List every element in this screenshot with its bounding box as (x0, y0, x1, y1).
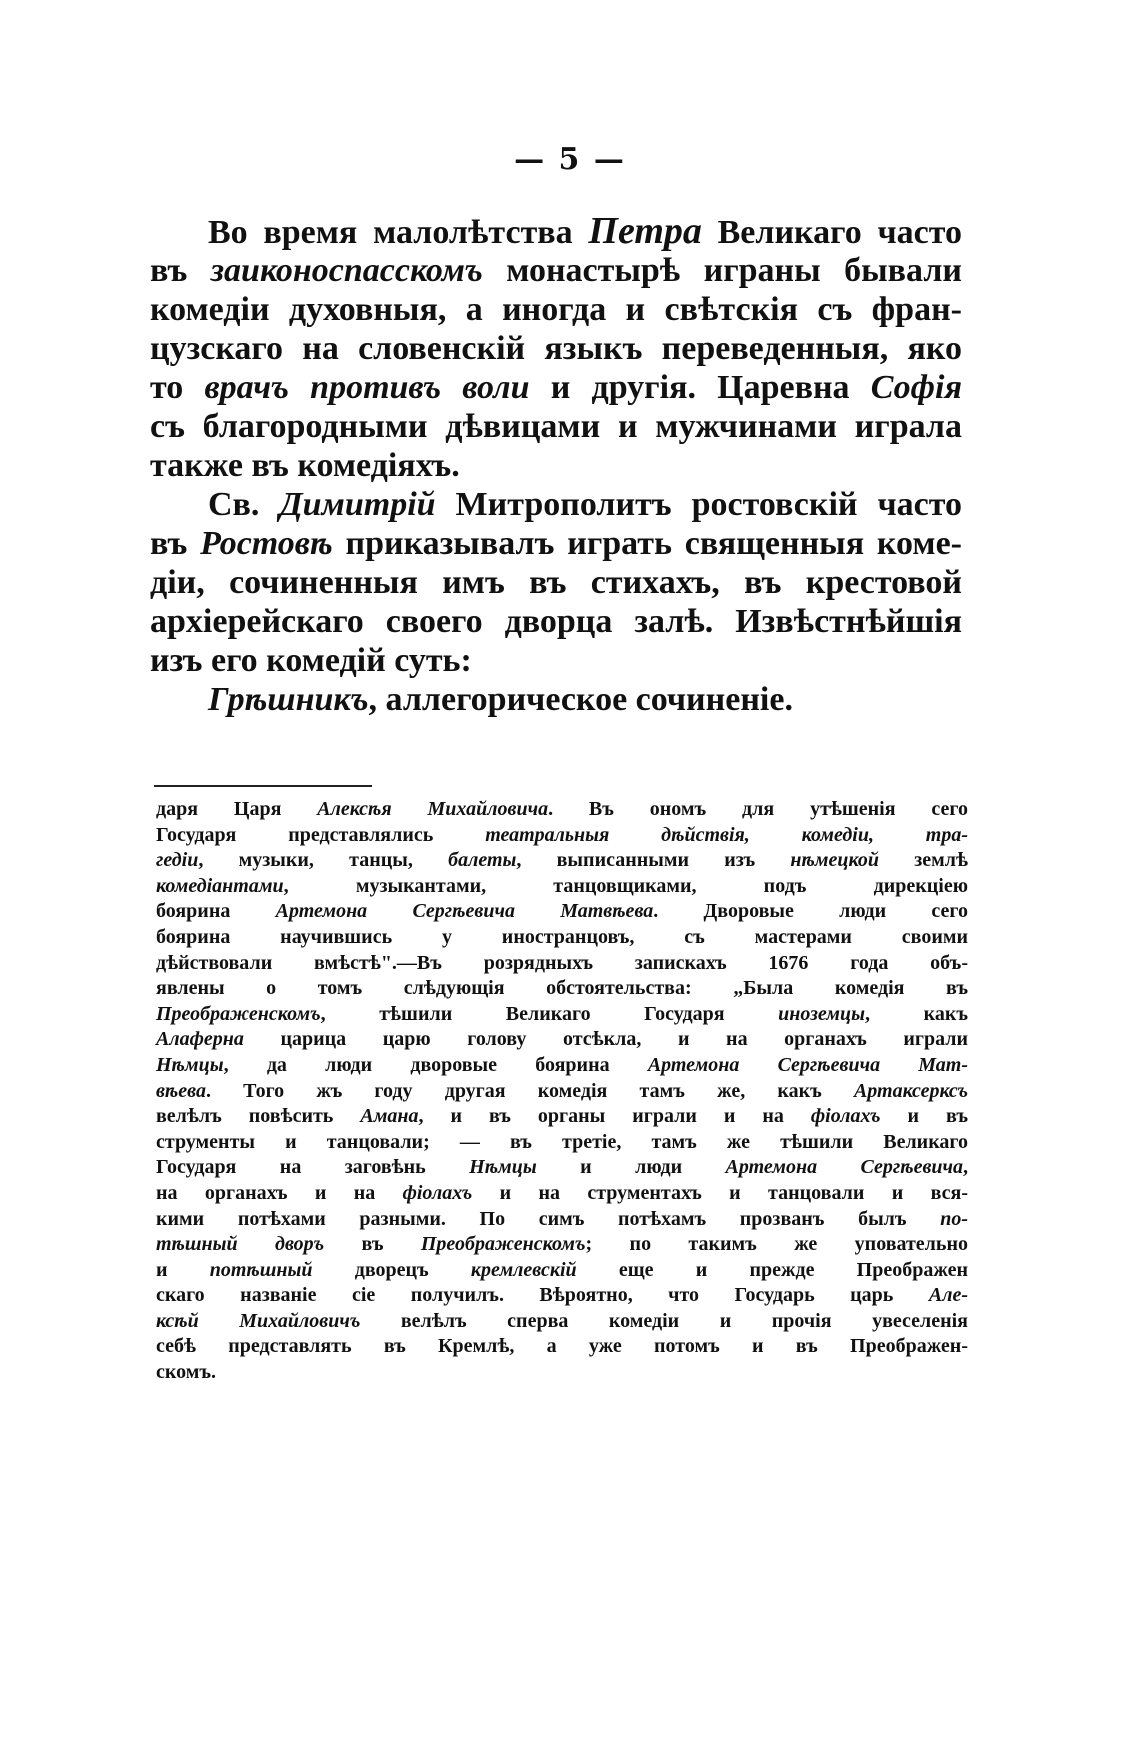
footnote-line: боярина научившись у иностранцовъ, съ мастерами своими (156, 925, 968, 948)
footnote-line: комедіантами, музыкантами, танцовщиками, подъ дирекціею (156, 874, 968, 897)
footnote-divider (154, 785, 372, 787)
footnote-line: Государя представлялись театральныя дѣйствія, комедіи, тра- (156, 823, 969, 846)
footnote-line: гедіи, музыки, танцы, балеты, выписанными изъ нѣмецкой землѣ (156, 849, 968, 872)
text-line: цузскаго на словенскій языкъ переведенныя, яко (150, 330, 962, 367)
footnote-line: и потѣшный дворецъ кремлевскій еще и прежде Преображен (156, 1258, 968, 1281)
footnote-line: Алаферна царица царю голову отсѣкла, и на органахъ играли (156, 1028, 968, 1051)
footnote-line: на органахъ и на фіолахъ и на струментахъ и танцовали и вся- (156, 1181, 968, 1204)
footnote-line: скомъ. (156, 1361, 217, 1384)
footnote-line: дѣйствовали вмѣстѣ".—Въ розрядныхъ запискахъ 1676 года объ- (156, 951, 968, 974)
text-line: діи, сочиненныя имъ въ стихахъ, въ крестовой (150, 564, 962, 601)
text-line: съ благородными дѣвицами и мужчинами играла (150, 408, 962, 445)
text-line: въ Ростовѣ приказывалъ играть священныя коме- (150, 525, 962, 562)
text-line: также въ комедіяхъ. (150, 447, 460, 484)
footnote-line: Государя на заговѣнь Нѣмцы и люди Артемона Сергѣевича, (156, 1156, 969, 1179)
footnote (156, 797, 968, 1386)
footnote-line: струменты и танцовали; — въ третіе, тамъ же тѣшили Великаго (156, 1130, 968, 1153)
footnote-line: даря Царя Алексѣя Михайловича. Въ ономъ для утѣшенія сего (156, 798, 968, 820)
text-line: Во время малолѣтства Петра Великаго часто (208, 210, 962, 252)
text-line: Грѣшникъ, аллегорическое сочиненіе. (208, 681, 793, 718)
footnote-line: Нѣмцы, да люди дворовые боярина Артемона Сергѣевича Мат- (156, 1053, 969, 1076)
page-number: — 5 — (514, 142, 626, 177)
main-text (150, 212, 962, 719)
paragraph-1 (150, 212, 962, 485)
footnote-line: явлены о томъ слѣдующія обстоятельства: „Была комедія въ (156, 977, 968, 1000)
paragraph-3 (150, 680, 962, 719)
footnote-line: вѣева. Того жъ году другая комедія тамъ же, какъ Артаксерксъ (156, 1079, 968, 1102)
text-line: Св. Димитрій Митрополитъ ростовскій часто (208, 486, 962, 523)
text-line: архіерейскаго своего дворца залѣ. Извѣстнѣйшія (150, 603, 962, 640)
footnote-line: ксѣй Михайловичъ велѣлъ сперва комедіи и прочія увеселенія (156, 1309, 968, 1332)
text-line: въ заиконоспасскомъ монастырѣ играны бывали (150, 252, 962, 289)
footnote-line: кими потѣхами разными. По симъ потѣхамъ прозванъ былъ по- (156, 1207, 968, 1230)
text-line: то врачъ противъ воли и другія. Царевна Софія (150, 369, 962, 406)
footnote-line: тѣшный дворъ въ Преображенскомъ; по такимъ же уповательно (156, 1233, 969, 1256)
text-line: комедіи духовныя, а иногда и свѣтскія съ фран- (150, 291, 962, 328)
footnote-line: скаго названіе сіе получилъ. Вѣроятно, что Государь царь Але- (156, 1284, 968, 1307)
paragraph-2 (150, 485, 962, 680)
text-line: изъ его комедій суть: (150, 642, 472, 679)
footnote-line: боярина Артемона Сергѣевича Матвѣева. Дворовые люди сего (156, 900, 968, 923)
footnote-line: велѣлъ повѣсить Амана, и въ органы играли и на фіолахъ и въ (156, 1105, 968, 1128)
footnote-line: себѣ представлять въ Кремлѣ, а уже потомъ и въ Преображен- (156, 1335, 968, 1358)
footnote-line: Преображенскомъ, тѣшили Великаго Государя иноземцы, какъ (156, 1002, 968, 1025)
